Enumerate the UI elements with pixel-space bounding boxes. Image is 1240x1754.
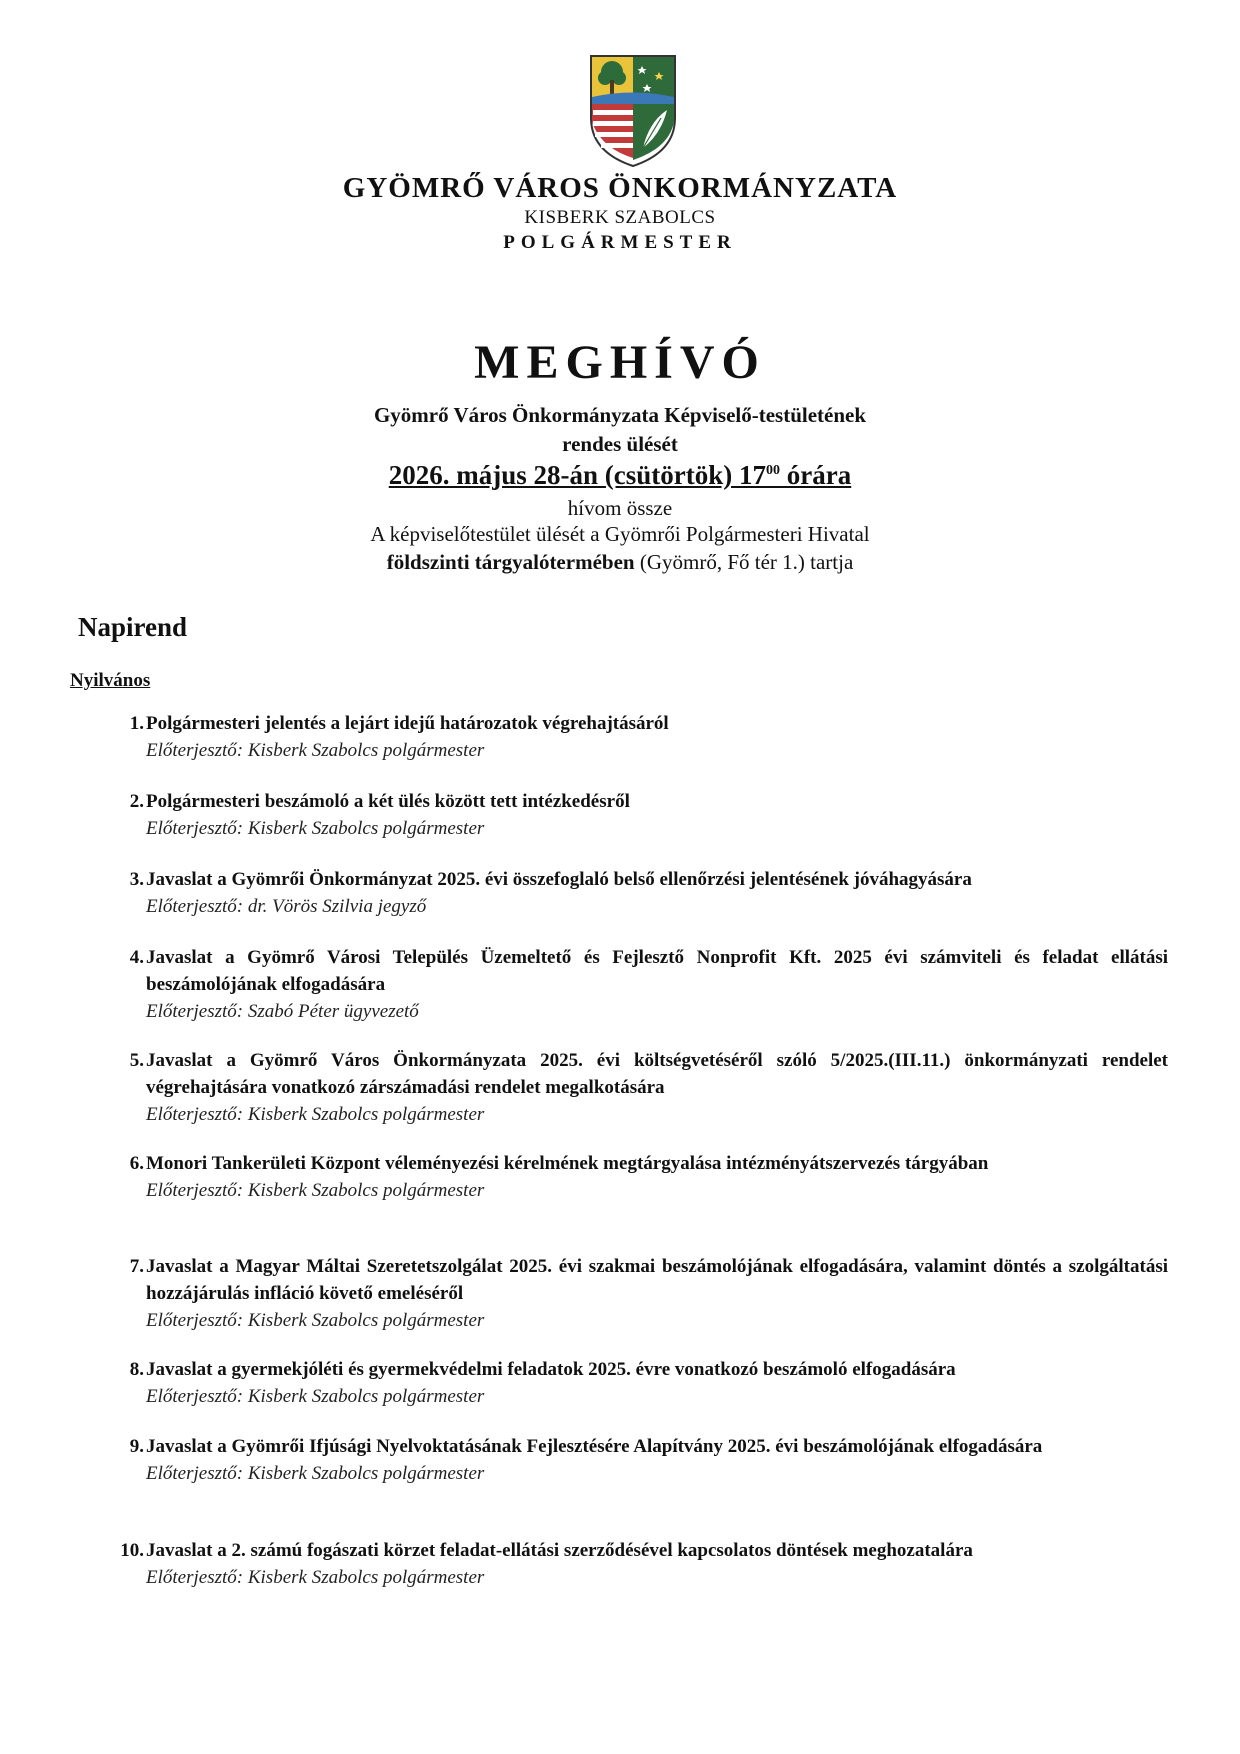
agenda-item-number: 10. (120, 1540, 144, 1561)
office-title: POLGÁRMESTER (503, 232, 737, 253)
presenter-name: Kisberk Szabolcs polgármester (247, 1386, 485, 1407)
agenda-item-presenter (146, 1307, 1168, 1334)
mayor-name: KISBERK SZABOLCS (524, 207, 716, 228)
agenda-item-presenter (146, 737, 1168, 764)
agenda-item-title: Javaslat a Gyömrői Ifjúsági Nyelvoktatásának Fejlesztésére Alapítvány 2025. évi beszámolójának elfogadására (146, 1436, 1043, 1457)
agenda-item-title: Javaslat a Gyömrő Város Önkormányzata 2025. évi költségvetéséről szóló 5/2025.(III.11.) önkormányzati rendelet végrehajtására vonatkozó zárszámadási rendelet megalkotására (146, 1050, 1168, 1098)
meeting-date (0, 460, 1240, 491)
presenter-name: Kisberk Szabolcs polgármester (247, 1463, 485, 1484)
agenda-item (108, 788, 1168, 842)
agenda-item-title: Polgármesteri jelentés a lejárt idejű határozatok végrehajtásáról (146, 713, 669, 734)
presenter-name: Kisberk Szabolcs polgármester (247, 818, 485, 839)
section-label-public: Nyilvános (70, 670, 151, 691)
agenda-item-title: Polgármesteri beszámoló a két ülés között tett intézkedésről (146, 791, 630, 812)
presenter-name: Kisberk Szabolcs polgármester (247, 1104, 485, 1125)
presenter-label: Előterjesztő: (146, 896, 244, 917)
agenda-item-number: 6. (129, 1153, 144, 1174)
agenda-item-title: Javaslat a gyermekjóléti és gyermekvédelmi feladatok 2025. évre vonatkozó beszámoló elfogadására (146, 1359, 956, 1380)
organization-name: GYÖMRŐ VÁROS ÖNKORMÁNYZATA (342, 172, 898, 204)
meeting-time-minutes: 00 (766, 463, 781, 478)
invitation-line-2: rendes ülését (562, 432, 678, 456)
presenter-name: Kisberk Szabolcs polgármester (247, 740, 485, 761)
agenda-item-presenter (146, 893, 1168, 920)
agenda-item (108, 1253, 1168, 1334)
agenda-item-title: Javaslat a 2. számú fogászati körzet feladat-ellátási szerződésével kapcsolatos döntések meghozatalára (146, 1540, 973, 1561)
meeting-venue (0, 550, 1240, 575)
agenda-item-presenter (146, 1383, 1168, 1410)
venue-address: (Gyömrő, Fő tér 1.) tartja (634, 550, 854, 574)
agenda-item-presenter (146, 815, 1168, 842)
presenter-name: Szabó Péter ügyvezető (247, 1001, 419, 1022)
agenda-item-presenter (146, 1177, 1168, 1204)
presenter-label: Előterjesztő: (146, 740, 244, 761)
agenda-item-number: 3. (129, 869, 144, 890)
presenter-label: Előterjesztő: (146, 1310, 244, 1331)
presenter-label: Előterjesztő: (146, 1104, 244, 1125)
document-title: MEGHÍVÓ (474, 336, 766, 389)
meeting-date-suffix: órára (780, 460, 852, 490)
invitation-line-1: Gyömrő Város Önkormányzata Képviselő-testületének (373, 403, 867, 427)
agenda-item-title: Javaslat a Gyömrő Városi Település Üzemeltető és Fejlesztő Nonprofit Kft. 2025 évi számviteli és feladat ellátási beszámolójának elfogadására (146, 947, 1168, 995)
agenda-item-presenter (146, 1564, 1168, 1591)
agenda-item (108, 866, 1168, 920)
presenter-label: Előterjesztő: (146, 818, 244, 839)
agenda-item-number: 9. (129, 1436, 144, 1457)
agenda-item-number: 2. (129, 791, 144, 812)
presenter-name: Kisberk Szabolcs polgármester (247, 1310, 485, 1331)
agenda-heading: Napirend (78, 612, 188, 642)
agenda-item (108, 1047, 1168, 1128)
agenda-item-title: Monori Tankerületi Központ véleményezési kérelmének megtárgyalása intézményátszervezés tárgyában (146, 1153, 989, 1174)
presenter-label: Előterjesztő: (146, 1567, 244, 1588)
agenda-item (108, 1150, 1168, 1204)
agenda-item-number: 4. (129, 947, 144, 968)
agenda-item-presenter (146, 1101, 1168, 1128)
agenda-item-number: 5. (129, 1050, 144, 1071)
agenda-item-number: 1. (129, 713, 144, 734)
invitation-line-5: A képviselőtestület ülését a Gyömrői Polgármesteri Hivatal (370, 522, 870, 546)
presenter-name: Kisberk Szabolcs polgármester (247, 1567, 485, 1588)
presenter-label: Előterjesztő: (146, 1001, 244, 1022)
invitation-line-4: hívom össze (567, 496, 673, 520)
coat-of-arms-icon (587, 52, 679, 170)
venue-room: földszinti tárgyalótermében (386, 550, 635, 574)
agenda-item-number: 7. (129, 1256, 144, 1277)
presenter-label: Előterjesztő: (146, 1386, 244, 1407)
presenter-name: dr. Vörös Szilvia jegyző (247, 896, 427, 917)
agenda-item-presenter (146, 1460, 1168, 1487)
agenda-item (108, 1433, 1168, 1487)
meeting-date-main: 2026. május 28-án (csütörtök) 17 (388, 460, 767, 490)
presenter-label: Előterjesztő: (146, 1463, 244, 1484)
agenda-item-number: 8. (129, 1359, 144, 1380)
agenda-item-title: Javaslat a Gyömrői Önkormányzat 2025. évi összefoglaló belső ellenőrzési jelentésének jóváhagyására (146, 869, 972, 890)
agenda-item (108, 1356, 1168, 1410)
agenda-item (108, 944, 1168, 1025)
agenda-item-presenter (146, 998, 1168, 1025)
agenda-item (108, 710, 1168, 764)
presenter-name: Kisberk Szabolcs polgármester (247, 1180, 485, 1201)
agenda-item (108, 1537, 1168, 1591)
presenter-label: Előterjesztő: (146, 1180, 244, 1201)
agenda-item-title: Javaslat a Magyar Máltai Szeretetszolgálat 2025. évi szakmai beszámolójának elfogadására, valamint döntés a szolgáltatási hozzájárulás infláció követő emeléséről (146, 1256, 1168, 1304)
